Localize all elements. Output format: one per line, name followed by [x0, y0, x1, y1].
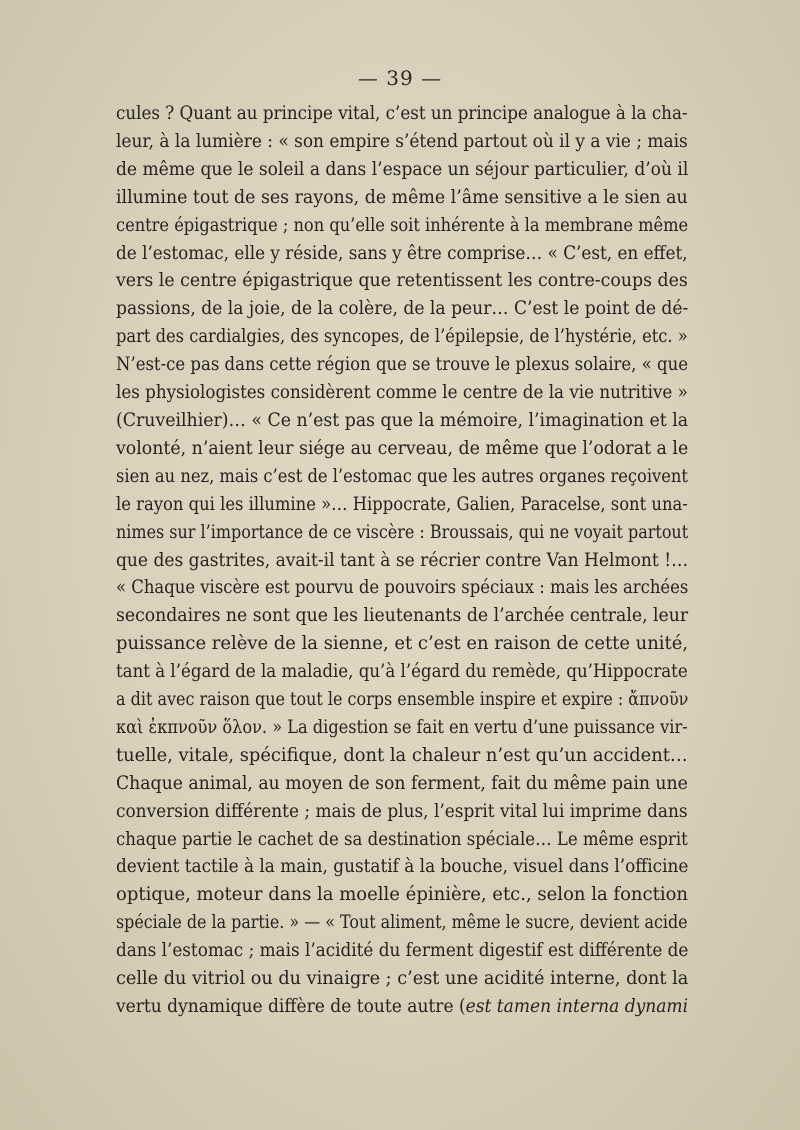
final-line-roman: vertu dynamique diffère de toute autre (	[116, 996, 466, 1017]
body-text	[116, 100, 688, 1021]
text-line: Chaque animal, au moyen de son ferment, fait du même pain une	[116, 772, 688, 794]
final-text-line	[116, 993, 689, 1021]
text-line: (Cruveilhier)… « Ce n’est pas que la mémoire, l’imagination et la	[116, 409, 689, 431]
text-line: de l’estomac, elle y réside, sans y être comprise… « C’est, en effet,	[116, 242, 688, 264]
text-line: celle du vitriol ou du vinaigre ; c’est une acidité interne, dont la	[116, 968, 689, 990]
text-line: vers le centre épigastrique que retentissent les contre-coups des	[116, 270, 688, 292]
latin-quote: est tamen interna dynami	[465, 996, 689, 1017]
text-line: part des cardialgies, des syncopes, de l’épilepsie, de l’hystérie, etc. »	[116, 326, 688, 348]
page-number: — 39 —	[357, 66, 443, 90]
text-line: dans l’estomac ; mais l’acidité du ferment digestif est différente de	[116, 940, 689, 962]
text-line: que des gastrites, avait-il tant à se récrier contre Van Helmont !…	[116, 549, 689, 571]
text-line: « Chaque viscère est pourvu de pouvoirs spéciaux : mais les archées	[116, 577, 689, 599]
text-line: leur, à la lumière : « son empire s’étend partout où il y a vie ; mais	[116, 130, 688, 152]
text-line: passions, de la joie, de la colère, de la peur… C’est le point de dé-	[116, 298, 689, 320]
text-line: a dit avec raison que tout le corps ensemble inspire et expire : ἄπνοῦν	[116, 689, 689, 711]
text-line: puissance relève de la sienne, et c’est en raison de cette unité,	[116, 633, 689, 655]
text-line: N’est-ce pas dans cette région que se trouve le plexus solaire, « que	[116, 354, 688, 376]
text-line: volonté, n’aient leur siége au cerveau, de même que l’odorat a le	[116, 437, 689, 459]
text-line: tuelle, vitale, spécifique, dont la chaleur n’est qu’un accident…	[116, 744, 688, 766]
text-line: devient tactile à la main, gustatif à la bouche, visuel dans l’officine	[116, 856, 689, 878]
text-line: les physiologistes considèrent comme le centre de la vie nutritive »	[116, 382, 688, 404]
text-line: centre épigastrique ; non qu’elle soit inhérente à la membrane même	[116, 214, 689, 236]
text-line: tant à l’égard de la maladie, qu’à l’égard du remède, qu’Hippocrate	[116, 661, 688, 683]
text-line: spéciale de la partie. » — « Tout aliment, même le sucre, devient acide	[116, 912, 688, 934]
text-line: le rayon qui les illumine »… Hippocrate, Galien, Paracelse, sont una-	[116, 493, 688, 515]
text-line: secondaires ne sont que les lieutenants de l’archée centrale, leur	[116, 605, 689, 627]
text-line: καὶ ἐκπνοῦν ὅλον. » La digestion se fait en vertu d’une puissance vir-	[116, 716, 688, 738]
text-line: illumine tout de ses rayons, de même l’âme sensitive a le sien au	[116, 186, 688, 208]
text-line: de même que le soleil a dans l’espace un séjour particulier, d’où il	[116, 158, 689, 180]
text-line: chaque partie le cachet de sa destination spéciale… Le même esprit	[116, 828, 688, 850]
text-line: cules ? Quant au principe vital, c’est un principe analogue à la cha-	[116, 103, 688, 124]
text-line: optique, moteur dans la moelle épinière, etc., selon la fonction	[116, 884, 689, 906]
text-line: nimes sur l’importance de ce viscère : Broussais, qui ne voyait partout	[116, 521, 689, 543]
text-line: sien au nez, mais c’est de l’estomac que les autres organes reçoivent	[116, 465, 688, 487]
text-line: conversion différente ; mais de plus, l’esprit vital lui imprime dans	[116, 800, 688, 822]
